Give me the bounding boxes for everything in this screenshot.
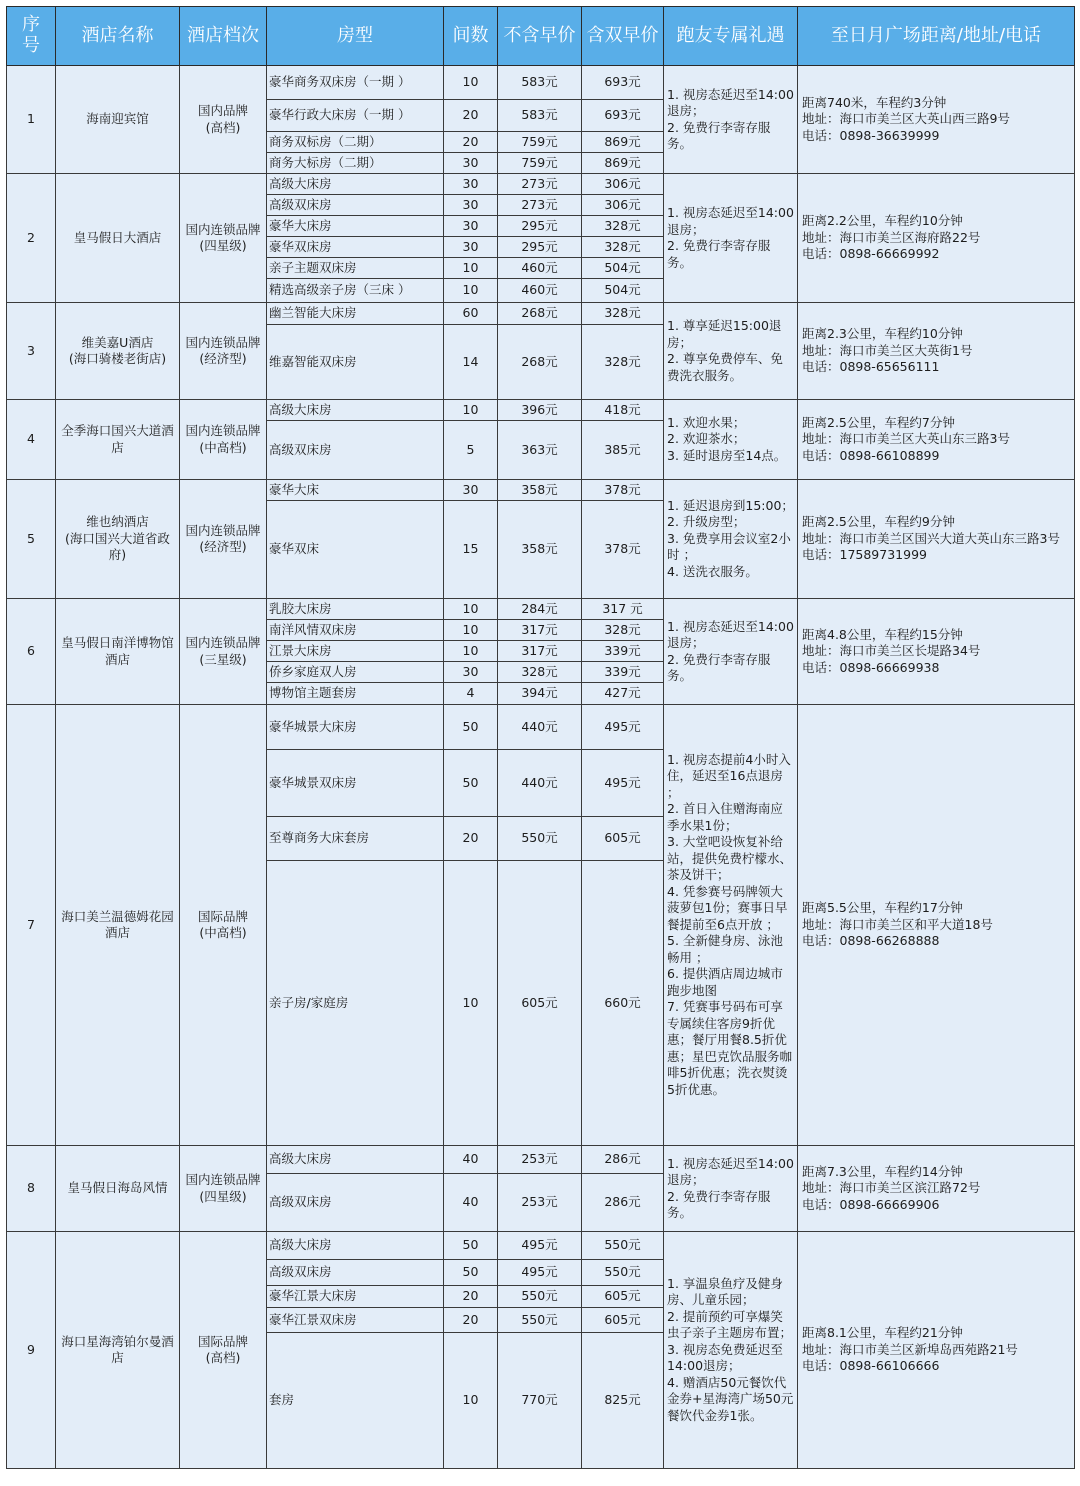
price-no-breakfast-cell: 460元 [498, 279, 582, 303]
room-type-cell: 豪华双床房 [267, 237, 444, 258]
room-type-cell: 高级双床房 [267, 195, 444, 216]
hotel-table [6, 6, 1075, 1469]
room-count-cell: 10 [444, 1333, 498, 1469]
price-no-breakfast-cell: 317元 [498, 620, 582, 641]
distance-info-cell: 距离2.5公里，车程约7分钟 地址：海口市美兰区大英山东三路3号 电话：0898-66108899 [798, 400, 1075, 480]
hotel-no-cell: 3 [7, 303, 56, 400]
room-type-cell: 幽兰智能大床房 [267, 303, 444, 325]
hotel-no-cell: 7 [7, 705, 56, 1146]
table-row [7, 1232, 1075, 1260]
room-type-cell: 精选高级亲子房（三床 ） [267, 279, 444, 303]
price-no-breakfast-cell: 770元 [498, 1333, 582, 1469]
price-breakfast-cell: 660元 [582, 861, 664, 1146]
price-no-breakfast-cell: 317元 [498, 641, 582, 662]
perks-cell: 1. 尊享延迟15:00退房； 2. 尊享免费停车、免费洗衣服务。 [664, 303, 798, 400]
price-no-breakfast-cell: 363元 [498, 421, 582, 480]
hotel-grade-cell: 国内连锁品牌 (四星级) [180, 174, 267, 303]
room-type-cell: 高级双床房 [267, 1174, 444, 1232]
room-type-cell: 豪华行政大床房（一期 ） [267, 100, 444, 132]
room-count-cell: 10 [444, 620, 498, 641]
room-count-cell: 10 [444, 861, 498, 1146]
hotel-no-cell: 4 [7, 400, 56, 480]
price-breakfast-cell: 550元 [582, 1260, 664, 1286]
room-type-cell: 豪华城景双床房 [267, 750, 444, 817]
price-breakfast-cell: 869元 [582, 153, 664, 174]
room-count-cell: 50 [444, 750, 498, 817]
price-breakfast-cell: 378元 [582, 501, 664, 599]
distance-info-cell: 距离2.5公里，车程约9分钟 地址：海口市美兰区国兴大道大英山东三路3号 电话：17589731999 [798, 480, 1075, 599]
price-breakfast-cell: 869元 [582, 132, 664, 153]
price-no-breakfast-cell: 440元 [498, 705, 582, 750]
room-type-cell: 亲子房/家庭房 [267, 861, 444, 1146]
hotel-no-cell: 9 [7, 1232, 56, 1469]
distance-info-cell: 距离5.5公里，车程约17分钟 地址：海口市美兰区和平大道18号 电话：0898-66268888 [798, 705, 1075, 1146]
price-breakfast-cell: 495元 [582, 750, 664, 817]
perks-cell: 1. 视房态提前4小时入住，延迟至16点退房 ； 2. 首日入住赠海南应季水果1份； 3. 大堂吧设恢复补给站，提供免费柠檬水、茶及饼干； 4. 凭参赛号码牌领大菠萝包1份；赛事日早餐提前至6点开放 ； 5. 全新健身房、泳池畅用 ； 6. 提供酒店周边城市跑步地图 7. 凭赛事号码布可享专属续住客房9折优惠；餐厅用餐8.5折优惠；星巴克饮品服务咖啡5折优惠；洗衣熨烫5折优惠。 [664, 705, 798, 1146]
col-header-price-no-breakfast: 不含早价 [498, 7, 582, 66]
distance-info-cell: 距离2.3公里，车程约10分钟 地址：海口市美兰区大英街1号 电话：0898-65656111 [798, 303, 1075, 400]
price-no-breakfast-cell: 550元 [498, 1286, 582, 1308]
perks-cell: 1. 视房态延迟至14:00退房； 2. 免费行李寄存服务。 [664, 599, 798, 705]
price-no-breakfast-cell: 495元 [498, 1260, 582, 1286]
price-breakfast-cell: 693元 [582, 66, 664, 100]
room-count-cell: 20 [444, 1286, 498, 1308]
room-count-cell: 10 [444, 258, 498, 279]
room-type-cell: 高级大床房 [267, 1232, 444, 1260]
room-count-cell: 30 [444, 237, 498, 258]
room-type-cell: 商务大标房（二期） [267, 153, 444, 174]
hotel-grade-cell: 国际品牌 (高档) [180, 1232, 267, 1469]
col-header-price-breakfast: 含双早价 [582, 7, 664, 66]
distance-info-cell: 距离7.3公里，车程约14分钟 地址：海口市美兰区滨江路72号 电话：0898-66669906 [798, 1146, 1075, 1232]
perks-cell: 1. 视房态延迟至14:00退房； 2. 免费行李寄存服务。 [664, 1146, 798, 1232]
price-breakfast-cell: 605元 [582, 1286, 664, 1308]
table-row [7, 303, 1075, 325]
hotel-name-cell: 维也纳酒店 (海口国兴大道省政府) [56, 480, 180, 599]
price-no-breakfast-cell: 268元 [498, 303, 582, 325]
room-count-cell: 50 [444, 1232, 498, 1260]
room-count-cell: 60 [444, 303, 498, 325]
price-no-breakfast-cell: 268元 [498, 325, 582, 400]
hotel-name-cell: 全季海口国兴大道酒店 [56, 400, 180, 480]
room-count-cell: 10 [444, 641, 498, 662]
price-breakfast-cell: 605元 [582, 817, 664, 861]
room-count-cell: 5 [444, 421, 498, 480]
col-header-hotel-name: 酒店名称 [56, 7, 180, 66]
price-no-breakfast-cell: 583元 [498, 66, 582, 100]
table-row [7, 599, 1075, 620]
price-no-breakfast-cell: 295元 [498, 237, 582, 258]
table-row [7, 174, 1075, 195]
price-breakfast-cell: 427元 [582, 683, 664, 705]
room-type-cell: 维嘉智能双床房 [267, 325, 444, 400]
price-no-breakfast-cell: 759元 [498, 153, 582, 174]
hotel-name-cell: 海口星海湾铂尔曼酒店 [56, 1232, 180, 1469]
room-type-cell: 乳胶大床房 [267, 599, 444, 620]
hotel-grade-cell: 国内连锁品牌(三星级) [180, 599, 267, 705]
hotel-name-cell: 皇马假日海岛风情 [56, 1146, 180, 1232]
room-count-cell: 50 [444, 1260, 498, 1286]
price-no-breakfast-cell: 253元 [498, 1174, 582, 1232]
price-breakfast-cell: 495元 [582, 705, 664, 750]
price-no-breakfast-cell: 396元 [498, 400, 582, 421]
perks-cell: 1. 享温泉鱼疗及健身房、儿童乐园； 2. 提前预约可享爆笑虫子亲子主题房布置； 3. 视房态免费延迟至14:00退房； 4. 赠酒店50元餐饮代金券+星海湾广场50元餐饮代金券1张。 [664, 1232, 798, 1469]
room-count-cell: 20 [444, 1308, 498, 1333]
col-header-room-type: 房型 [267, 7, 444, 66]
room-type-cell: 高级双床房 [267, 1260, 444, 1286]
price-no-breakfast-cell: 605元 [498, 861, 582, 1146]
room-count-cell: 40 [444, 1174, 498, 1232]
col-header-perks: 跑友专属礼遇 [664, 7, 798, 66]
hotel-grade-cell: 国内连锁品牌(中高档) [180, 400, 267, 480]
room-type-cell: 商务双标房（二期） [267, 132, 444, 153]
room-count-cell: 20 [444, 132, 498, 153]
hotel-no-cell: 8 [7, 1146, 56, 1232]
price-breakfast-cell: 693元 [582, 100, 664, 132]
distance-info-cell: 距离2.2公里，车程约10分钟 地址：海口市美兰区海府路22号 电话：0898-66669992 [798, 174, 1075, 303]
col-header-count: 间数 [444, 7, 498, 66]
price-no-breakfast-cell: 394元 [498, 683, 582, 705]
header-row [7, 7, 1075, 66]
price-no-breakfast-cell: 284元 [498, 599, 582, 620]
price-no-breakfast-cell: 358元 [498, 480, 582, 501]
price-breakfast-cell: 605元 [582, 1308, 664, 1333]
distance-info-cell: 距离4.8公里，车程约15分钟 地址：海口市美兰区长堤路34号 电话：0898-66669938 [798, 599, 1075, 705]
room-count-cell: 10 [444, 66, 498, 100]
price-no-breakfast-cell: 253元 [498, 1146, 582, 1174]
price-no-breakfast-cell: 273元 [498, 174, 582, 195]
price-no-breakfast-cell: 460元 [498, 258, 582, 279]
hotel-grade-cell: 国内连锁品牌(经济型) [180, 480, 267, 599]
room-count-cell: 4 [444, 683, 498, 705]
price-breakfast-cell: 328元 [582, 216, 664, 237]
room-type-cell: 豪华大床房 [267, 216, 444, 237]
room-count-cell: 30 [444, 195, 498, 216]
room-count-cell: 30 [444, 153, 498, 174]
room-count-cell: 30 [444, 174, 498, 195]
hotel-name-cell: 皇马假日南洋博物馆酒店 [56, 599, 180, 705]
price-no-breakfast-cell: 440元 [498, 750, 582, 817]
room-type-cell: 侨乡家庭双人房 [267, 662, 444, 683]
room-count-cell: 20 [444, 100, 498, 132]
table-row [7, 66, 1075, 100]
price-breakfast-cell: 328元 [582, 237, 664, 258]
room-count-cell: 30 [444, 480, 498, 501]
price-breakfast-cell: 504元 [582, 279, 664, 303]
hotel-name-cell: 海南迎宾馆 [56, 66, 180, 174]
price-breakfast-cell: 306元 [582, 174, 664, 195]
price-no-breakfast-cell: 273元 [498, 195, 582, 216]
table-row [7, 480, 1075, 501]
room-count-cell: 14 [444, 325, 498, 400]
room-type-cell: 豪华双床 [267, 501, 444, 599]
room-type-cell: 豪华大床 [267, 480, 444, 501]
room-count-cell: 10 [444, 599, 498, 620]
perks-cell: 1. 欢迎水果； 2. 欢迎茶水； 3. 延时退房至14点。 [664, 400, 798, 480]
price-no-breakfast-cell: 550元 [498, 817, 582, 861]
hotel-no-cell: 6 [7, 599, 56, 705]
price-breakfast-cell: 328元 [582, 325, 664, 400]
room-count-cell: 20 [444, 817, 498, 861]
hotel-grade-cell: 国内品牌 (高档) [180, 66, 267, 174]
price-no-breakfast-cell: 759元 [498, 132, 582, 153]
hotel-grade-cell: 国际品牌 (中高档) [180, 705, 267, 1146]
distance-info-cell: 距离740米，车程约3分钟 地址：海口市美兰区大英山西三路9号 电话：0898-36639999 [798, 66, 1075, 174]
price-no-breakfast-cell: 550元 [498, 1308, 582, 1333]
table-row [7, 400, 1075, 421]
room-count-cell: 10 [444, 400, 498, 421]
price-breakfast-cell: 550元 [582, 1232, 664, 1260]
perks-cell: 1. 延迟退房到15:00； 2. 升级房型； 3. 免费享用会议室2小时 ； 4. 送洗衣服务。 [664, 480, 798, 599]
room-count-cell: 30 [444, 216, 498, 237]
col-header-info: 至日月广场距离/地址/电话 [798, 7, 1075, 66]
room-type-cell: 高级双床房 [267, 421, 444, 480]
hotel-name-cell: 海口美兰温德姆花园酒店 [56, 705, 180, 1146]
perks-cell: 1. 视房态延迟至14:00退房； 2. 免费行李寄存服务。 [664, 174, 798, 303]
price-breakfast-cell: 286元 [582, 1174, 664, 1232]
price-breakfast-cell: 286元 [582, 1146, 664, 1174]
price-no-breakfast-cell: 358元 [498, 501, 582, 599]
hotel-grade-cell: 国内连锁品牌(经济型) [180, 303, 267, 400]
table-row [7, 705, 1075, 750]
room-type-cell: 江景大床房 [267, 641, 444, 662]
room-type-cell: 豪华江景双床房 [267, 1308, 444, 1333]
price-breakfast-cell: 328元 [582, 303, 664, 325]
hotel-name-cell: 皇马假日大酒店 [56, 174, 180, 303]
price-breakfast-cell: 328元 [582, 620, 664, 641]
room-type-cell: 豪华城景大床房 [267, 705, 444, 750]
price-no-breakfast-cell: 495元 [498, 1232, 582, 1260]
price-breakfast-cell: 378元 [582, 480, 664, 501]
price-breakfast-cell: 306元 [582, 195, 664, 216]
col-header-grade: 酒店档次 [180, 7, 267, 66]
col-header-no: 序 号 [7, 7, 56, 66]
room-type-cell: 高级大床房 [267, 1146, 444, 1174]
room-type-cell: 博物馆主题套房 [267, 683, 444, 705]
room-type-cell: 亲子主题双床房 [267, 258, 444, 279]
room-type-cell: 豪华江景大床房 [267, 1286, 444, 1308]
price-no-breakfast-cell: 295元 [498, 216, 582, 237]
room-type-cell: 高级大床房 [267, 400, 444, 421]
room-type-cell: 高级大床房 [267, 174, 444, 195]
price-breakfast-cell: 339元 [582, 641, 664, 662]
room-count-cell: 10 [444, 279, 498, 303]
room-count-cell: 30 [444, 662, 498, 683]
room-count-cell: 40 [444, 1146, 498, 1174]
price-breakfast-cell: 385元 [582, 421, 664, 480]
perks-cell: 1. 视房态延迟至14:00退房； 2. 免费行李寄存服务。 [664, 66, 798, 174]
price-no-breakfast-cell: 328元 [498, 662, 582, 683]
room-count-cell: 15 [444, 501, 498, 599]
price-no-breakfast-cell: 583元 [498, 100, 582, 132]
price-breakfast-cell: 418元 [582, 400, 664, 421]
hotel-no-cell: 5 [7, 480, 56, 599]
hotel-no-cell: 1 [7, 66, 56, 174]
price-breakfast-cell: 825元 [582, 1333, 664, 1469]
price-breakfast-cell: 504元 [582, 258, 664, 279]
room-type-cell: 套房 [267, 1333, 444, 1469]
table-row [7, 1146, 1075, 1174]
price-breakfast-cell: 317 元 [582, 599, 664, 620]
room-count-cell: 50 [444, 705, 498, 750]
hotel-name-cell: 维美嘉U酒店 (海口骑楼老街店) [56, 303, 180, 400]
room-type-cell: 豪华商务双床房（一期 ） [267, 66, 444, 100]
room-type-cell: 至尊商务大床套房 [267, 817, 444, 861]
room-type-cell: 南洋风情双床房 [267, 620, 444, 641]
distance-info-cell: 距离8.1公里，车程约21分钟 地址：海口市美兰区新埠岛西苑路21号 电话：0898-66106666 [798, 1232, 1075, 1469]
hotel-grade-cell: 国内连锁品牌(四星级) [180, 1146, 267, 1232]
price-breakfast-cell: 339元 [582, 662, 664, 683]
hotel-no-cell: 2 [7, 174, 56, 303]
